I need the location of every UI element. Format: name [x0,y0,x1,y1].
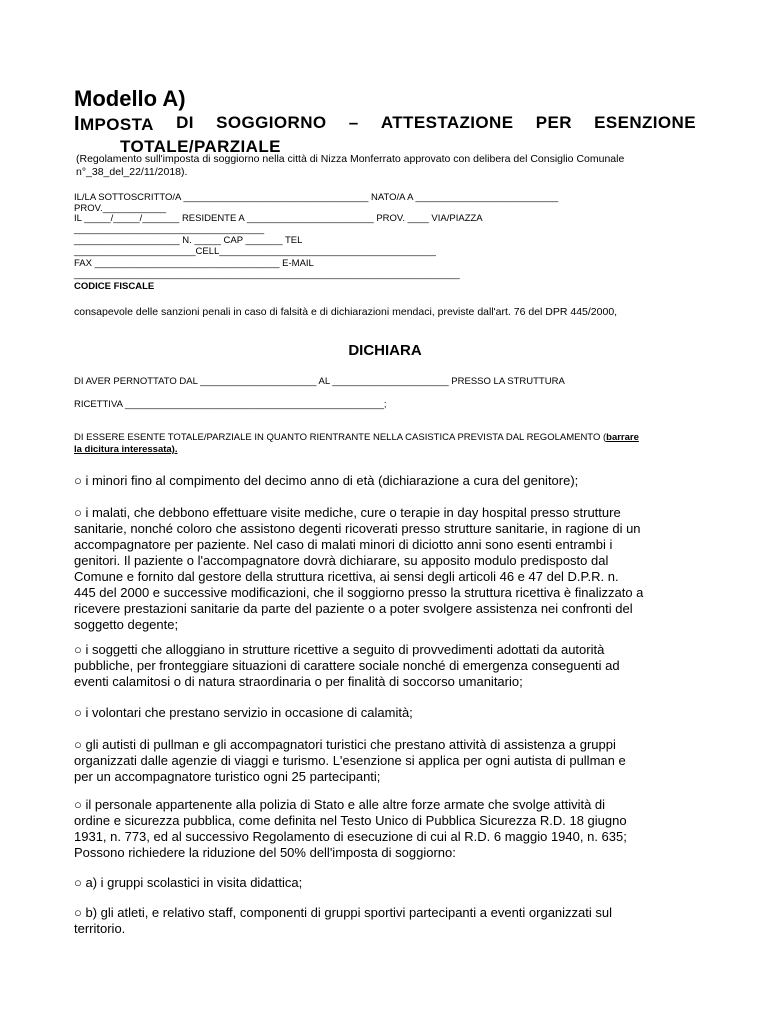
item-line: 445 del 2000 e successive modificazioni, che il soggiorno presso la struttura ricettiva è finalizzato a [74,585,644,600]
item-line: 1931, n. 773, ed al successivo Regolamento di esecuzione di cui al R.D. 6 maggio 1940, n. 635; [74,829,627,844]
item-line: ○ i minori fino al compimento del decimo anno di età (dichiarazione a cura del genitore); [74,473,579,488]
item-line: per un accompagnatore turistico ogni 25 partecipanti; [74,769,381,784]
heading-word: PER [535,113,572,132]
item-line: ○ i volontari che prestano servizio in occasione di calamità; [74,705,413,720]
form-line-address[interactable]: ____________________________________ [74,224,265,235]
heading-word: IMPOSTA [74,113,154,135]
heading-word: ESENZIONE [594,113,696,132]
exemption-instruction: la dicitura interessata). [74,444,178,455]
item-line: eventi calamitosi o di natura straordinaria o per finalità di soccorso umanitario; [74,674,523,689]
item-line: ○ a) i gruppi scolastici in visita didattica; [74,875,303,890]
exemption-instruction: barrare [606,432,639,443]
regulation-note-line: (Regolamento sull'imposta di soggiorno nella città di Nizza Monferrato approvato con delibera del Consiglio Comunale [76,153,625,165]
item-line: ricevere prestazioni sanitarie da parte del paziente o a poter svolgere assistenza nei confronti del [74,601,633,616]
form-line-birth-residence[interactable]: IL _____/_____/_______ RESIDENTE A ________________________ PROV. ____ VIA/PIAZZA [74,213,483,224]
exemption-statement [74,432,639,456]
item-line: ○ il personale appartenente alla polizia di Stato e alle altre forze armate che svolge attività di [74,797,606,812]
heading-line-2: TOTALE/PARZIALE [120,137,281,156]
penalty-declaration: consapevole delle sanzioni penali in caso di falsità e di dichiarazioni mendaci, previste dall'art. 76 del DPR 445/2000, [74,306,618,318]
exemption-item-public-authorities[interactable] [74,642,704,690]
item-line: soggetto degente; [74,617,179,632]
form-line-prov[interactable]: PROV.____________ [74,203,167,214]
regulation-note-line: n°_38_del_22/11/2018). [76,166,188,178]
exemption-item-drivers[interactable] [74,737,704,785]
item-line: sanitarie, nonché coloro che assistono degenti ricoverati presso strutture sanitarie, in ragione di un [74,521,641,536]
item-line: organizzati dalle agenzie di viaggi e turismo. L'esenzione si applica per ogni autista di pullman e [74,753,626,768]
codice-fiscale-label: CODICE FISCALE [74,281,155,292]
item-line: pubbliche, per fronteggiare situazioni di carattere sociale nonché di emergenza conseguenti ad [74,658,620,673]
reduction-item-school-groups[interactable] [74,875,704,891]
item-line: genitori. Il paziente o l'accompagnatore dovrà dichiarare, su apposito modulo predisposto dal [74,553,609,568]
regulation-note [76,153,624,179]
item-line: accompagnatore per paziente. Nel caso di malati minori di diciotto anni sono esenti entrambi i [74,537,613,552]
form-line-number-cap-tel[interactable]: ____________________ N. _____ CAP _______ TEL [74,235,303,246]
heading-word: SOGGIORNO [216,113,327,132]
form-line-codice-fiscale[interactable]: _________________________________________________________________________ [74,269,460,280]
item-line: ○ gli autisti di pullman e gli accompagnatori turistici che prestano attività di assistenza a gruppi [74,737,616,752]
form-line-name[interactable]: IL/LA SOTTOSCRITTO/A ___________________________________ NATO/A A ___________________________ [74,192,559,203]
exemption-item-minors[interactable] [74,473,704,489]
item-line: ordine e sicurezza pubblica, come definita nel Testo Unico di Pubblica Sicurezza R.D. 18 giugno [74,813,627,828]
exemption-text: DI ESSERE ESENTE TOTALE/PARZIALE IN QUANTO RIENTRANTE NELLA CASISTICA PREVISTA DAL REGOLAMENTO ( [74,432,607,443]
form-line-cell[interactable]: _______________________CELL_________________________________________ [74,246,436,257]
dichiara-heading: DICHIARA [348,342,422,359]
form-line-fax-email[interactable]: FAX ___________________________________ E-MAIL [74,258,314,269]
heading-word: – [348,113,359,132]
stay-dates-line[interactable]: DI AVER PERNOTTATO DAL ______________________ AL ______________________ PRESSO LA STRUTTURA [74,376,565,387]
item-line: territorio. [74,921,126,936]
item-line: ○ b) gli atleti, e relativo staff, componenti di gruppi sportivi partecipanti a eventi organizzati sul [74,905,613,920]
exemption-item-patients[interactable] [74,505,704,633]
heading-word: ATTESTAZIONE [380,113,514,132]
exemption-item-volunteers[interactable] [74,705,704,721]
heading-line-1 [74,113,696,136]
item-line: ○ i soggetti che alloggiano in strutture ricettive a seguito di provvedimenti adottati da autorità [74,642,605,657]
stay-structure-line[interactable]: RICETTIVA _________________________________________________; [74,399,387,410]
document-title: Modello A) [74,86,186,111]
item-line: ○ i malati, che debbono effettuare visite mediche, cure o terapie in day hospital presso strutture [74,505,621,520]
exemption-item-police[interactable] [74,797,704,861]
reduction-item-athletes[interactable] [74,905,704,937]
item-line: Comune e fornito dal gestore della struttura ricettiva, ai sensi degli articoli 46 e 47 del D.P.R. n. [74,569,619,584]
item-line: Possono richiedere la riduzione del 50% dell'imposta di soggiorno: [74,845,456,860]
exemption-statement-line [74,432,639,444]
form-heading [74,113,696,157]
exemption-statement-line [74,444,639,456]
heading-word: DI [176,113,194,132]
